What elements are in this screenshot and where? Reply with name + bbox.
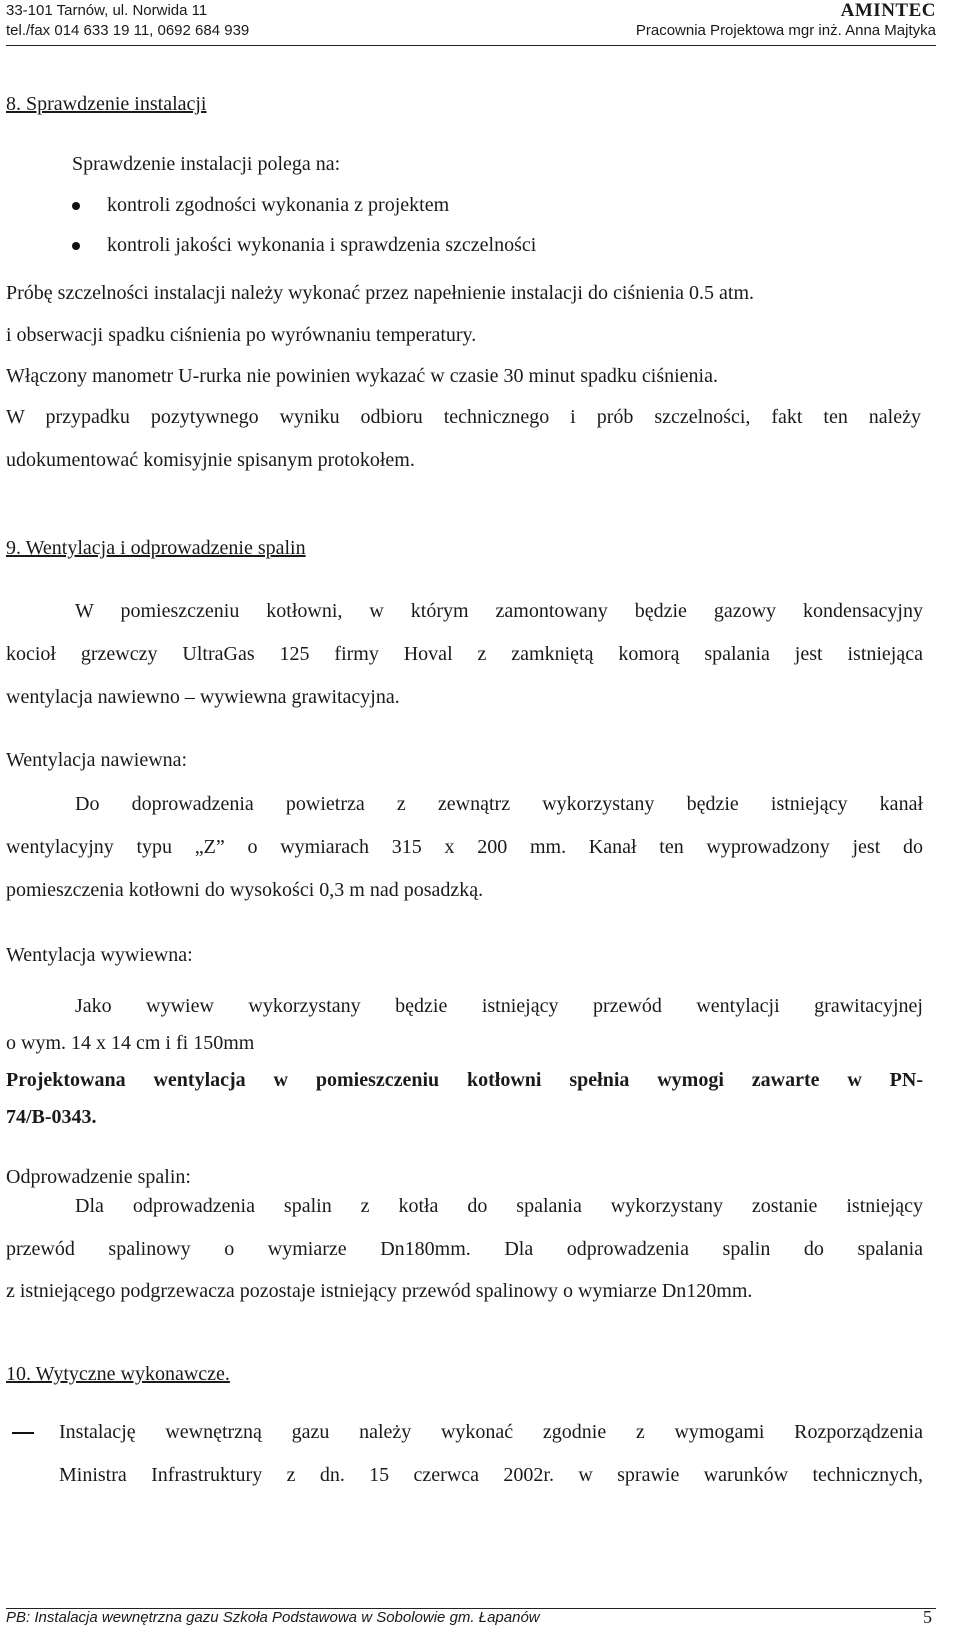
flue-gas-text: z istniejącego podgrzewacza pozostaje istniejący przewód spalinowy o wymiarze Dn120mm. [6, 1280, 753, 1302]
flue-gas-heading-label: Odprowadzenie spalin [6, 1166, 186, 1188]
flue-gas-heading [6, 1165, 191, 1189]
section-9-paragraph: W pomieszczeniu kotłowni, w którym zamontowany będzie gazowy kondensacyjny [75, 600, 923, 622]
bullet-item-2: kontroli jakości wykonania i sprawdzenia szczelności [107, 234, 537, 256]
flue-gas-text: przewód spalinowy o wymiarze Dn180mm. Dla odprowadzenia spalin do spalania [6, 1238, 923, 1260]
section-8-line: Włączony manometr U-rurka nie powinien wykazać w czasie 30 minut spadku ciśnienia. [6, 365, 718, 387]
section-9-paragraph: wentylacja nawiewno – wywiewna grawitacyjna. [6, 686, 400, 708]
exhaust-ventilation-text: Jako wywiew wykorzystany będzie istniejący przewód wentylacji grawitacyjnej [75, 995, 923, 1017]
header-phone: tel./fax 014 633 19 11, 0692 684 939 [6, 22, 250, 39]
section-9-title: 9. Wentylacja i odprowadzenie spalin [6, 537, 306, 559]
header-company: AMINTEC [840, 0, 936, 21]
header-address: 33-101 Tarnów, ul. Norwida 11 [6, 2, 208, 19]
section-10-title: 10. Wytyczne wykonawcze. [6, 1363, 230, 1385]
section-8-line: W przypadku pozytywnego wyniku odbioru technicznego i prób szczelności, fakt ten należy [6, 406, 921, 428]
bullet-icon [72, 242, 80, 250]
exhaust-ventilation-heading: Wentylacja wywiewna: [6, 944, 193, 966]
compliance-statement: Projektowana wentylacja w pomieszczeniu kotłowni spełnia wymogi zawarte w PN- [6, 1069, 923, 1091]
section-8-line: Próbę szczelności instalacji należy wykonać przez napełnienie instalacji do ciśnienia 0.5 atm. [6, 282, 755, 304]
exhaust-ventilation-text: o wym. 14 x 14 cm i fi 150mm [6, 1032, 255, 1054]
bullet-icon [72, 202, 80, 210]
supply-ventilation-text: wentylacyjny typu „Z” o wymiarach 315 x 200 mm. Kanał ten wyprowadzony jest do [6, 836, 923, 858]
section-8-intro: Sprawdzenie instalacji polega na: [72, 153, 341, 175]
supply-ventilation-text: pomieszczenia kotłowni do wysokości 0,3 m nad posadzką. [6, 879, 484, 901]
section-8-line: i obserwacji spadku ciśnienia po wyrównaniu temperatury. [6, 324, 477, 346]
header-studio: Pracownia Projektowa mgr inż. Anna Majtyka [635, 22, 936, 39]
page-header [6, 0, 936, 46]
section-9-paragraph: kocioł grzewczy UltraGas 125 firmy Hoval z zamkniętą komorą spalania jest istniejąca [6, 643, 923, 665]
supply-ventilation-heading: Wentylacja nawiewna: [6, 749, 188, 771]
header-divider [6, 45, 936, 46]
page-number: 5 [923, 1607, 932, 1627]
bullet-item-1: kontroli zgodności wykonania z projektem [107, 194, 450, 216]
section-10-item: Instalację wewnętrzną gazu należy wykonać zgodnie z wymogami Rozporządzenia [59, 1421, 923, 1443]
section-8-line: udokumentować komisyjnie spisanym protokołem. [6, 449, 415, 471]
footer-text: PB: Instalacja wewnętrzna gazu Szkoła Podstawowa w Sobolowie gm. Łapanów [6, 1609, 540, 1626]
flue-gas-heading-colon: : [185, 1166, 191, 1188]
compliance-statement: 74/B-0343. [6, 1106, 97, 1128]
section-8-title: 8. Sprawdzenie instalacji [6, 93, 207, 115]
dash-bullet-icon [12, 1432, 34, 1434]
section-10-item: Ministra Infrastruktury z dn. 15 czerwca 2002r. w sprawie warunków technicznych, [59, 1464, 923, 1486]
flue-gas-text: Dla odprowadzenia spalin z kotła do spalania wykorzystany zostanie istniejący [75, 1195, 923, 1217]
supply-ventilation-text: Do doprowadzenia powietrza z zewnątrz wykorzystany będzie istniejący kanał [75, 793, 923, 815]
